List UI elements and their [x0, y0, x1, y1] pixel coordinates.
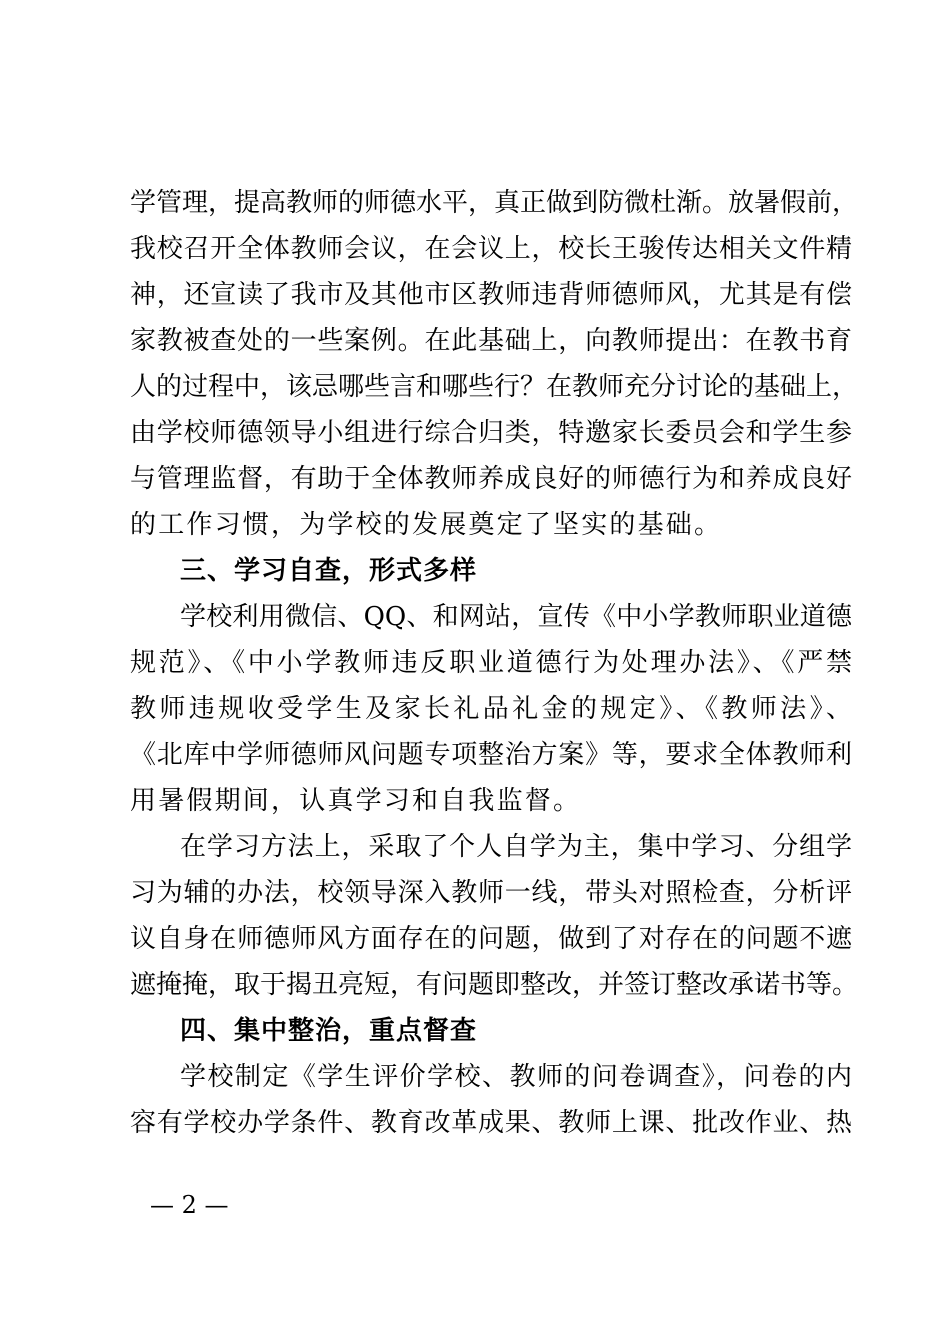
body-text-line: 家教被查处的一些案例。在此基础上，向教师提出：在教书育 [130, 326, 852, 356]
body-text-line: 规范》、《中小学教师违反职业道德行为处理办法》、《严禁 [130, 648, 852, 678]
body-text-line: 容有学校办学条件、教育改革成果、教师上课、批改作业、热 [130, 1108, 852, 1138]
body-text-line: 教师违规收受学生及家长礼品礼金的规定》、《教师法》、 [130, 694, 852, 724]
body-text-line: 用暑假期间，认真学习和自我监督。 [130, 786, 582, 816]
body-text-line: 人的过程中，该忌哪些言和哪些行？在教师充分讨论的基础上， [130, 372, 859, 402]
body-text-line: 的工作习惯，为学校的发展奠定了坚实的基础。 [130, 510, 723, 540]
body-text-line: 在学习方法上，采取了个人自学为主，集中学习、分组学 [180, 832, 852, 862]
body-text-line: 学管理，提高教师的师德水平，真正做到防微杜渐。放暑假前， [130, 188, 859, 218]
body-text-line: 《北库中学师德师风问题专项整治方案》等，要求全体教师利 [130, 740, 852, 770]
body-text-line: 习为辅的办法，校领导深入教师一线，带头对照检查，分析评 [130, 878, 852, 908]
body-text-line: 与管理监督，有助于全体教师养成良好的师德行为和养成良好 [130, 464, 852, 494]
body-text-line: 神，还宣读了我市及其他市区教师违背师德师风，尤其是有偿 [130, 280, 852, 310]
section-heading: 三、学习自查，形式多样 [180, 556, 478, 586]
section-heading: 四、集中整治，重点督查 [180, 1016, 478, 1046]
body-text-line: 由学校师德领导小组进行综合归类，特邀家长委员会和学生参 [130, 418, 852, 448]
body-text-line: 遮掩掩，取于揭丑亮短，有问题即整改，并签订整改承诺书等。 [130, 970, 859, 1000]
body-text-line: 我校召开全体教师会议，在会议上，校长王骏传达相关文件精 [130, 234, 852, 264]
body-text-line: 学校制定《学生评价学校、教师的问卷调查》，问卷的内 [180, 1062, 852, 1092]
body-text-line: 学校利用微信、QQ、和网站，宣传《中小学教师职业道德 [180, 602, 852, 632]
body-text-line: 议自身在师德师风方面存在的问题，做到了对存在的问题不遮 [130, 924, 852, 954]
page-number: — 2 — [150, 1191, 229, 1219]
